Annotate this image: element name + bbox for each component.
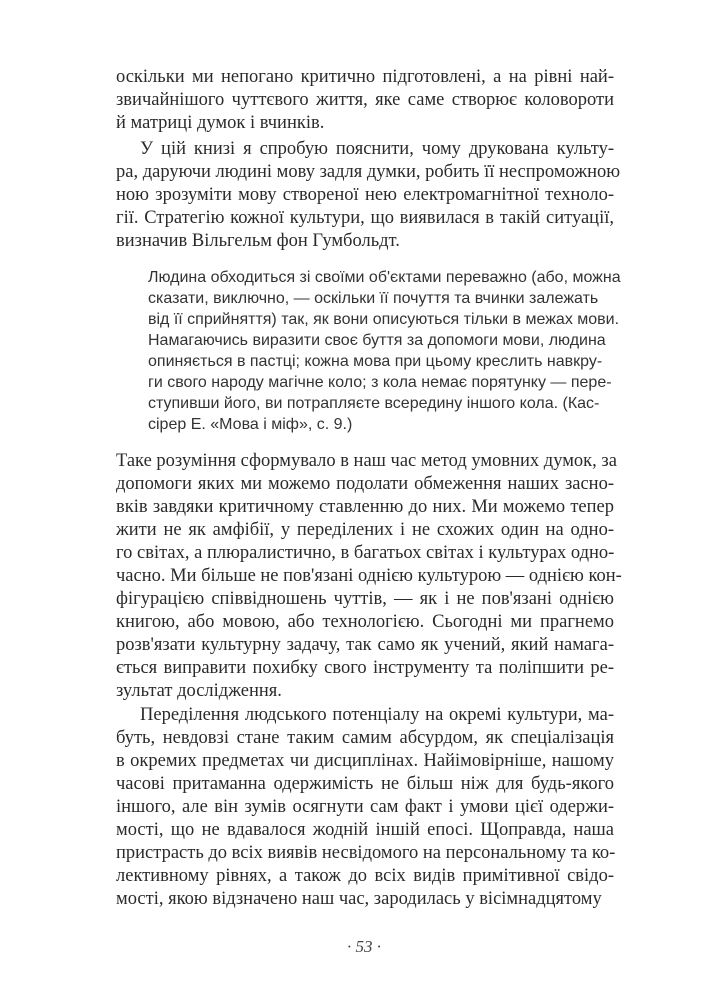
text-line: Переділення людського потенціалу на окремі культури, ма-	[140, 705, 614, 725]
text-line: ється виправити похибку свого інструменту та поліпшити ре-	[116, 658, 614, 678]
text-line: звичайнішого чуттєвого життя, яке саме створює коловороти	[116, 90, 614, 110]
text-line: мості, якою відзначено наш час, зародилась у вісімнадцятому	[116, 889, 602, 909]
text-line: мості, що не вдавалося жодній іншій епосі. Щоправда, наша	[116, 820, 614, 840]
text-line: книгою, або мовою, або технологією. Сьогодні ми прагнемо	[116, 612, 614, 632]
text-line: фігурацією співвідношень чуттів, — як і не пов'язані однією	[116, 589, 614, 609]
quote-line: опиняється в пастці; кожна мова при цьому креслить навкру-	[148, 353, 603, 370]
quote-line: Намагаючись виразити своє буття за допомоги мови, людина	[148, 332, 606, 349]
text-line: визначив Вільгельм фон Гумбольдт.	[116, 231, 400, 251]
text-line: допомоги яких ми можемо подолати обмеження наших засно-	[116, 474, 614, 494]
text-line: ною зрозуміти мову створеної нею електромагнітної техноло-	[116, 185, 614, 205]
text-line: ра, даруючи людині мову задля думки, робить її неспроможною	[116, 162, 621, 182]
quote-line: сірер Е. «Мова і міф», с. 9.)	[148, 416, 353, 433]
text-line: й матриці думок і вчинків.	[116, 113, 325, 133]
text-line: оскільки ми непогано критично підготовлені, а на рівні най-	[116, 67, 614, 87]
quote-line: Людина обходиться зі своїми об'єктами переважно (або, можна	[148, 269, 621, 286]
text-line: часові притаманна одержимість не більш ніж для будь-якого	[116, 774, 614, 794]
text-line: в окремих предметах чи дисциплінах. Найімовірніше, нашому	[116, 751, 614, 771]
text-line: Таке розуміння сформувало в наш час метод умовних думок, за	[116, 451, 617, 471]
text-line: пристрасть до всіх виявів несвідомого на персональному та ко-	[116, 843, 616, 863]
text-line: буть, невдовзі стане таким самим абсурдом, як спеціалізація	[116, 728, 614, 748]
text-line: іншого, але він зумів осягнути сам факт і умови цієї одержи-	[116, 797, 614, 817]
text-line: зультат дослідження.	[116, 681, 282, 701]
quote-line: від її сприйняття) так, як вони описуються тільки в межах мови.	[148, 311, 620, 328]
text-line: гії. Стратегію кожної культури, що виявилася в такій ситуації,	[116, 208, 614, 228]
text-line: го світах, а плюралистично, в багатьох світах і культурах одно-	[116, 543, 615, 563]
text-line: У цій книзі я спробую пояснити, чому друкована культу-	[140, 139, 614, 159]
text-line: вків завдяки критичному ставленню до них. Ми можемо тепер	[116, 497, 614, 517]
quote-line: ги свого народу магічне коло; з кола немає порятунку — пере-	[148, 374, 612, 391]
text-line: лективному рівнях, а також до всіх видів примітивної свідо-	[116, 866, 614, 886]
quote-line: ступивши його, ви потрапляєте всередину іншого кола. (Кас-	[148, 395, 600, 412]
text-line: часно. Ми більше не пов'язані однією культурою — однією кон-	[116, 566, 622, 586]
page-number: · 53 ·	[347, 937, 381, 956]
text-line: жити не як амфібії, у переділених і не схожих один на одно-	[116, 520, 614, 540]
quote-line: сказати, виключно, — оскільки її почуття та вчинки залежать	[148, 290, 599, 307]
text-line: розв'язати культурну задачу, так само як учений, який намага-	[116, 635, 614, 655]
